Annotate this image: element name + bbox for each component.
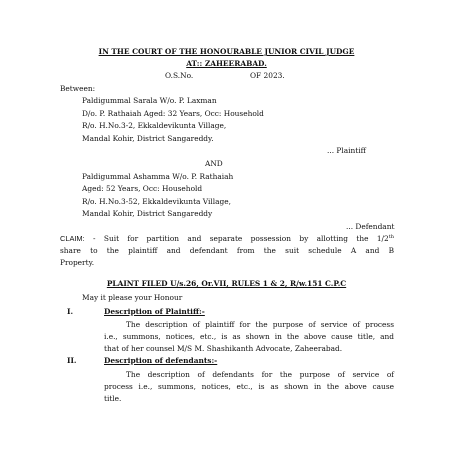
section-1-line-1: The description of plaintiff for the purpose of service of process [126, 320, 394, 329]
defendant-district: Mandal Kohir, District Sangareddy [82, 209, 213, 218]
os-year-label: OF 2023. [250, 71, 285, 80]
section-2-line-3: title. [104, 394, 122, 403]
plaintiff-district: Mandal Kohir, District Sangareddy. [82, 134, 214, 143]
defendant-role: ... Defendant [346, 222, 395, 231]
section-1-line-3: that of her counsel M/S M. Shashikanth Advocate, Zaheerabad. [104, 344, 343, 353]
section-2-numeral: II. [67, 356, 77, 365]
section-1-heading: Description of Plaintiff:- [104, 307, 205, 316]
claim-text: - Suit for partition and separate possession by allotting the 1/2 [93, 234, 389, 243]
section-1-numeral: I. [67, 307, 74, 316]
section-2-line-2: process i.e., summons, notices, etc., is as shown in the above cause [104, 382, 394, 391]
plaintiff-role: ... Plaintiff [327, 146, 366, 155]
plaintiff-name: Paldigummal Sarala W/o. P. Laxman [82, 96, 217, 105]
os-number-label: O.S.No. [165, 71, 194, 80]
claim-line-2: share to the plaintiff and defendant from the suit schedule A and B [60, 246, 394, 255]
claim-label: CLAIM: [60, 234, 85, 243]
defendant-details: Aged: 52 Years, Occ: Household [82, 184, 203, 193]
court-location: AT:: ZAHEERABAD. [186, 59, 267, 68]
section-2-line-1: The description of defendants for the purpose of service of [126, 370, 394, 379]
plaint-title: PLAINT FILED U/s.26, Or.VII, RULES 1 & 2, R/w.151 C.P.C [106, 279, 347, 288]
claim-line-1 [60, 234, 394, 243]
section-1-line-2: i.e., summons, notices, etc., is as shown in the above cause title, and [104, 332, 394, 341]
between-label: Between: [60, 84, 96, 93]
plaintiff-address: R/o. H.No.3-2, Ekkaldevikunta Village, [82, 121, 227, 130]
plaintiff-details: D/o. P. Rathaiah Aged: 32 Years, Occ: Household [82, 109, 264, 118]
and-label: AND [205, 159, 223, 168]
court-heading: IN THE COURT OF THE HONOURABLE JUNIOR CIVIL JUDGE [98, 47, 355, 56]
salutation: May it please your Honour [82, 293, 183, 302]
claim-superscript: th [388, 234, 394, 240]
defendant-address: R/o. H.No.3-52, Ekkaldevikunta Village, [82, 197, 231, 206]
section-2-heading: Description of defendants:- [104, 356, 218, 365]
defendant-name: Paldigummal Ashamma W/o. P. Rathaiah [82, 172, 234, 181]
claim-line-3: Property. [60, 258, 95, 267]
